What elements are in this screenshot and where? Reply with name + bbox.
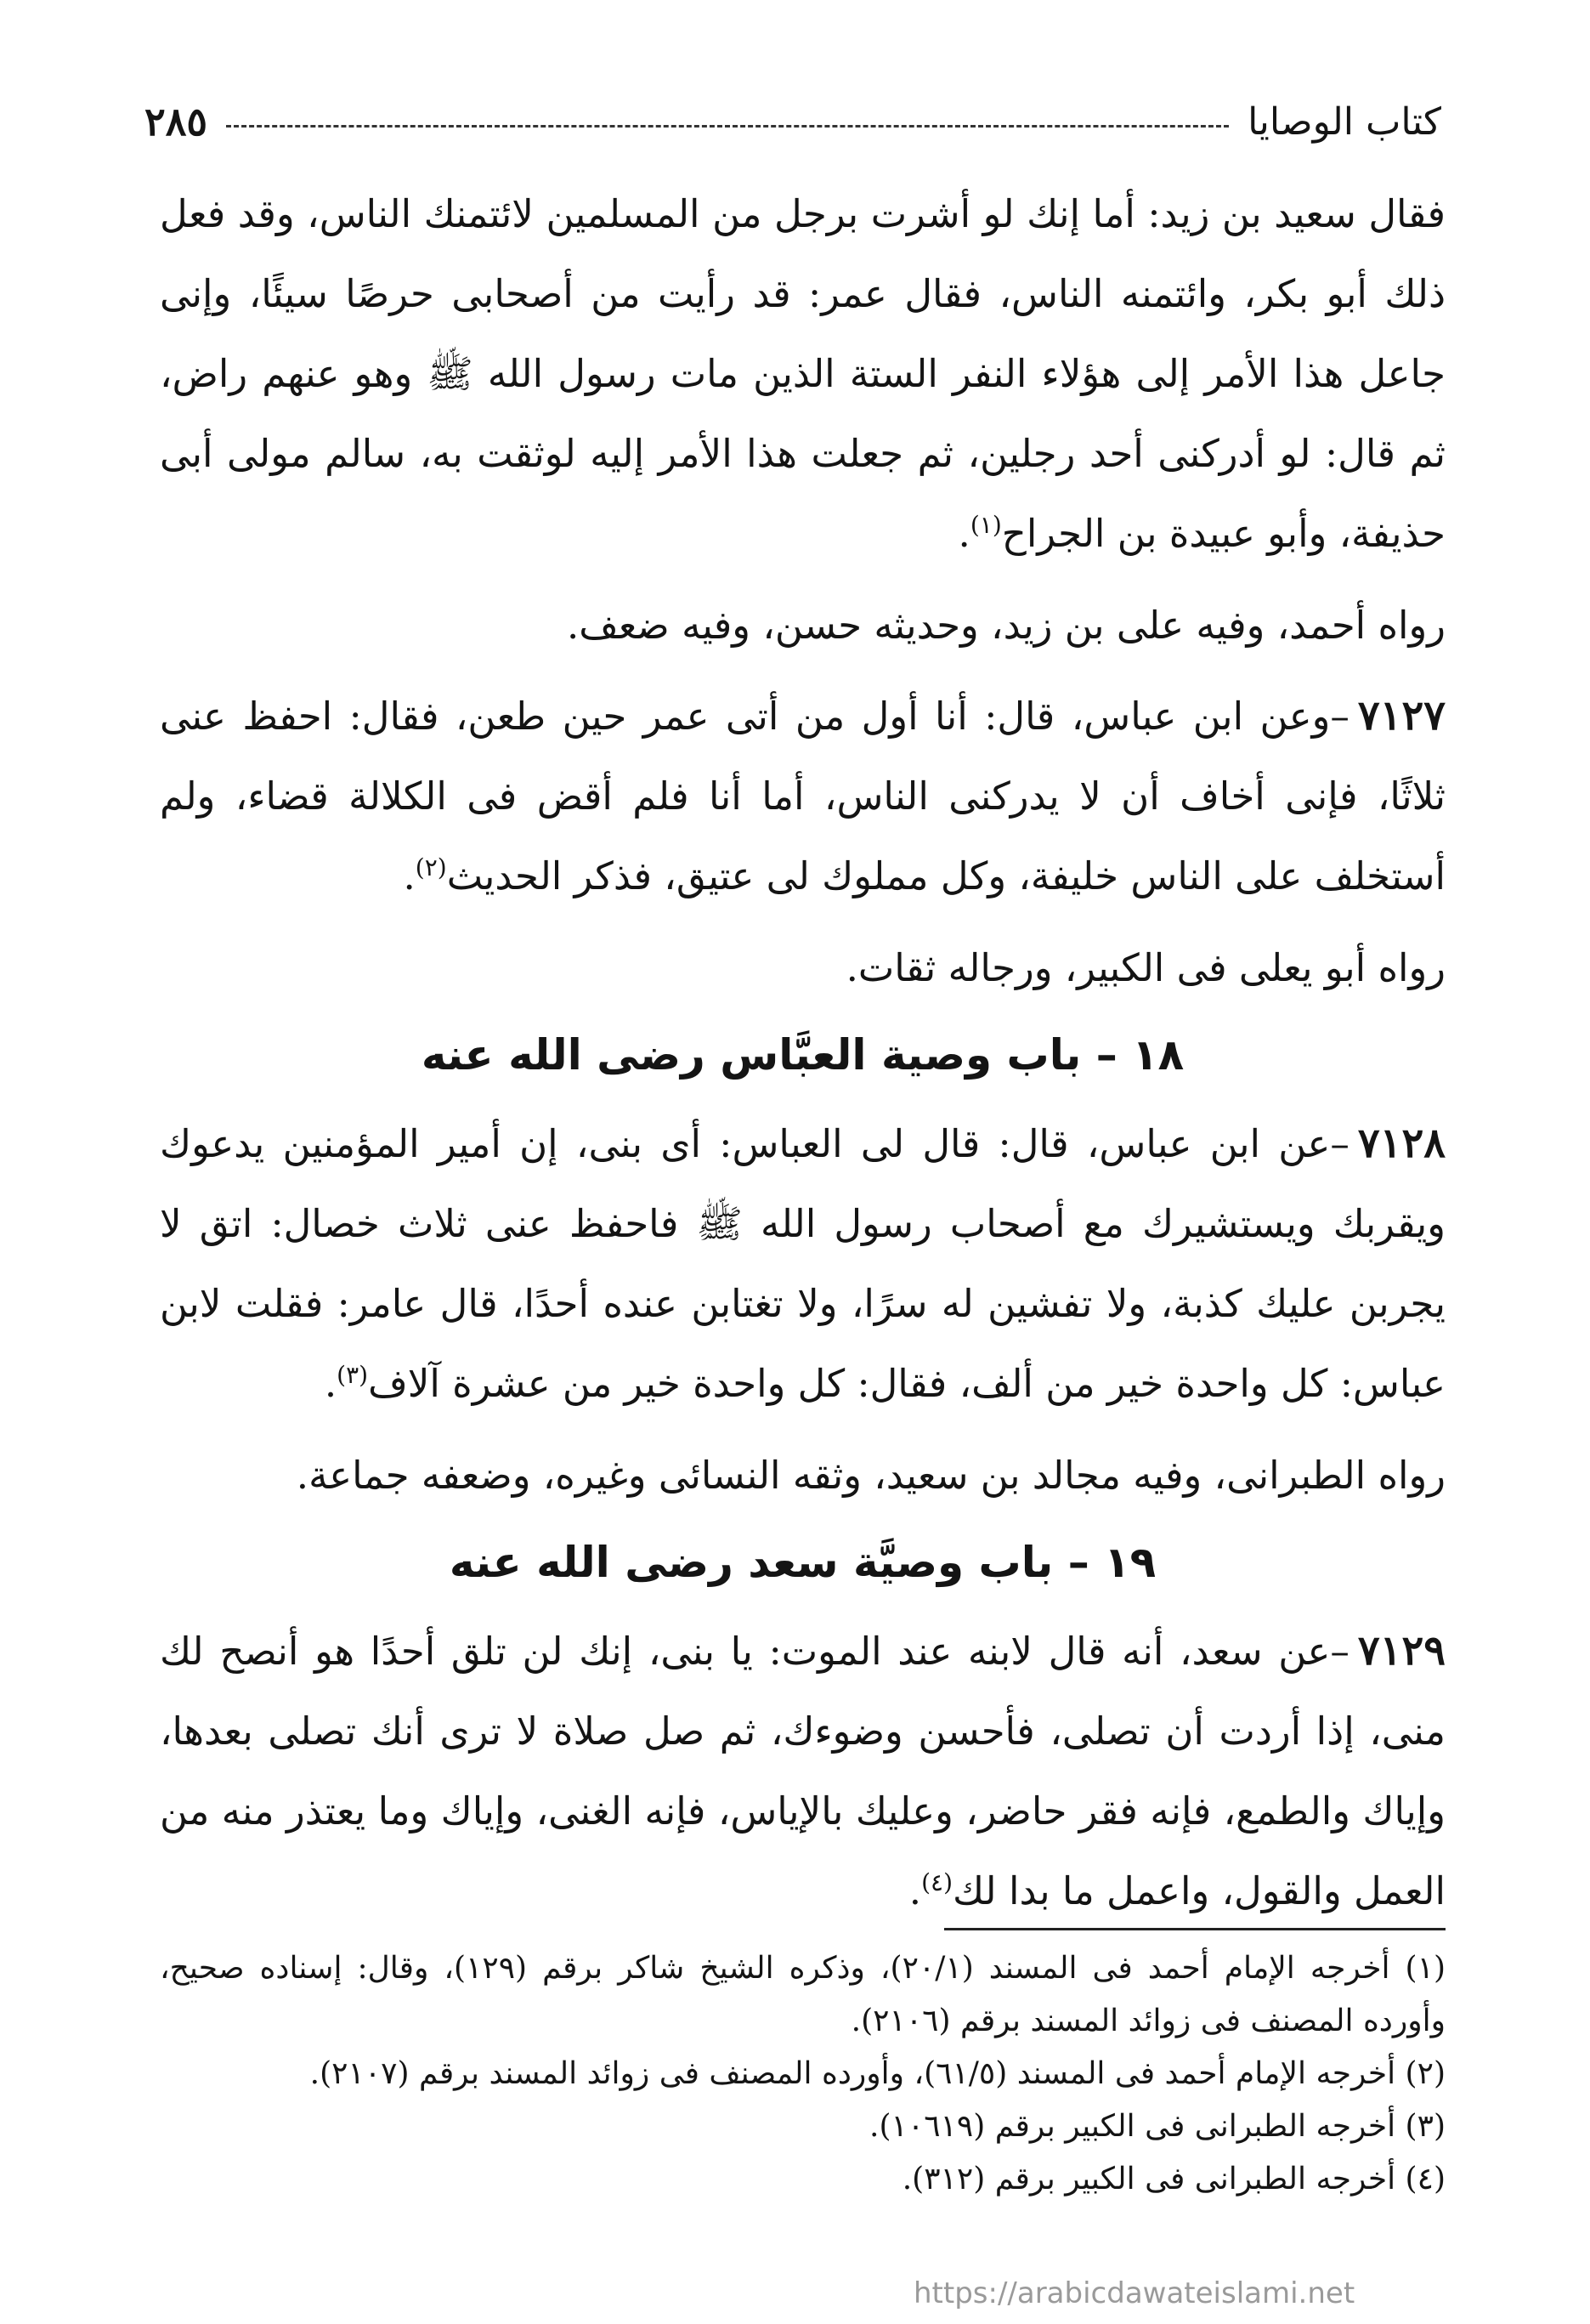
hadith-number: ٧١٢٧ bbox=[1357, 692, 1446, 740]
footnote-3: (٣) أخرجه الطبرانى فى الكبير برقم (١٠٦١٩). bbox=[869, 2109, 1446, 2144]
chapter-heading-18: ١٨ – باب وصية العبَّاس رضى الله عنه bbox=[421, 1030, 1185, 1080]
main-text bbox=[160, 174, 1446, 1931]
hadith-7128 bbox=[160, 1103, 1446, 1424]
hadith-text: –عن ابن عباس، قال: قال لى العباس: أى بنى، إن أمير المؤمنين يدعوك ويقربك ويستشيرك مع أصحاب رسول الله ﷺ فاحفظ عنى ثلاث خصال: اتق لا يجربن عليك كذبة، ولا تفشين له سرًا، ولا تغتابن عنده أحدًا، قال عامر: فقلت لابن عباس: كل واحدة خير من ألف، فقال: كل واحدة خير من عشرة آلاف bbox=[160, 1121, 1446, 1406]
hadith-7127 bbox=[160, 676, 1446, 916]
chapter-heading-19: ١٩ – باب وصيَّة سعد رضى الله عنه bbox=[449, 1538, 1157, 1587]
paragraph-end: . bbox=[324, 1361, 337, 1406]
footnote-ref-2[interactable]: (٢) bbox=[415, 853, 447, 881]
source-note: رواه أبو يعلى فى الكبير، ورجاله ثقات. bbox=[846, 945, 1446, 990]
page-number: ٢٨٥ bbox=[144, 99, 208, 145]
running-header bbox=[144, 92, 1441, 151]
header-dashed-rule bbox=[226, 125, 1229, 128]
hadith-text: –وعن ابن عباس، قال: أنا أول من أتى عمر حين طعن، فقال: احفظ عنى ثلاثًا، فإنى أخاف أن لا يدركنى الناس، أما أنا فلم أقض فى الكلالة قضاء، ولم أستخلف على الناس خليفة، وكل مملوك لى عتيق، فذكر الحديث bbox=[160, 694, 1446, 898]
hadith-number: ٧١٢٨ bbox=[1357, 1119, 1446, 1167]
footnote-separator bbox=[944, 1928, 1446, 1930]
paragraph-end: . bbox=[958, 511, 970, 556]
paragraph-text: فقال سعيد بن زيد: أما إنك لو أشرت برجل من المسلمين لائتمنك الناس، وقد فعل ذلك أبو بكر، وائتمنه الناس، فقال عمر: قد رأيت من أصحابى حرصًا سيئًا، وإنى جاعل هذا الأمر إلى هؤلاء النفر الستة الذين مات رسول الله ﷺ وهو عنهم راض، ثم قال: لو أدركنى أحد رجلين، ثم جعلت هذا الأمر إليه لوثقت به، سالم مولى أبى حذيفة، وأبو عبيدة بن الجراح bbox=[160, 191, 1446, 556]
hadith-text: –عن سعد، أنه قال لابنه عند الموت: يا بنى، إنك لن تلق أحدًا هو أنصح لك منى، إذا أردت أن تصلى، فأحسن وضوءك، ثم صل صلاة لا ترى أنك تصلى بعدها، وإياك والطمع، فإنه فقر حاضر، وعليك بالإياس، فإنه الغنى، وإياك وما يعتذر منه من العمل والقول، واعمل ما بدا لك bbox=[160, 1629, 1446, 1913]
footnote-ref-1[interactable]: (١) bbox=[970, 511, 1002, 539]
footnotes bbox=[160, 1942, 1446, 2206]
footnote-4: (٤) أخرجه الطبرانى فى الكبير برقم (٣١٢). bbox=[902, 2162, 1446, 2196]
watermark-url: https://arabicdawateislami.net bbox=[914, 2276, 1355, 2310]
footnote-2: (٢) أخرجه الإمام أحمد فى المسند (٦١/٥)، وأورده المصنف فى زوائد المسند برقم (٢١٠٧). bbox=[309, 2056, 1446, 2091]
hadith-7129 bbox=[160, 1611, 1446, 1931]
book-title: كتاب الوصايا bbox=[1248, 99, 1441, 144]
footnote-1: (١) أخرجه الإمام أحمد فى المسند (٢٠/١)، وذكره الشيخ شاكر برقم (١٢٩)، وقال: إسناده صحيح، وأورده المصنف فى زوائد المسند برقم (٢١٠٦). bbox=[160, 1951, 1446, 2038]
hadith-number: ٧١٢٩ bbox=[1357, 1627, 1446, 1675]
footnote-ref-4[interactable]: (٤) bbox=[921, 1868, 953, 1896]
source-note: رواه الطبرانى، وفيه مجالد بن سعيد، وثقه النسائى وغيره، وضعفه جماعة. bbox=[296, 1453, 1446, 1498]
paragraph-end: . bbox=[403, 853, 416, 898]
footnote-ref-3[interactable]: (٣) bbox=[337, 1361, 369, 1389]
paragraph-end: . bbox=[908, 1868, 922, 1913]
paragraph-continuation bbox=[160, 174, 1446, 574]
source-note: رواه أحمد، وفيه على بن زيد، وحديثه حسن، وفيه ضعف. bbox=[566, 603, 1446, 648]
